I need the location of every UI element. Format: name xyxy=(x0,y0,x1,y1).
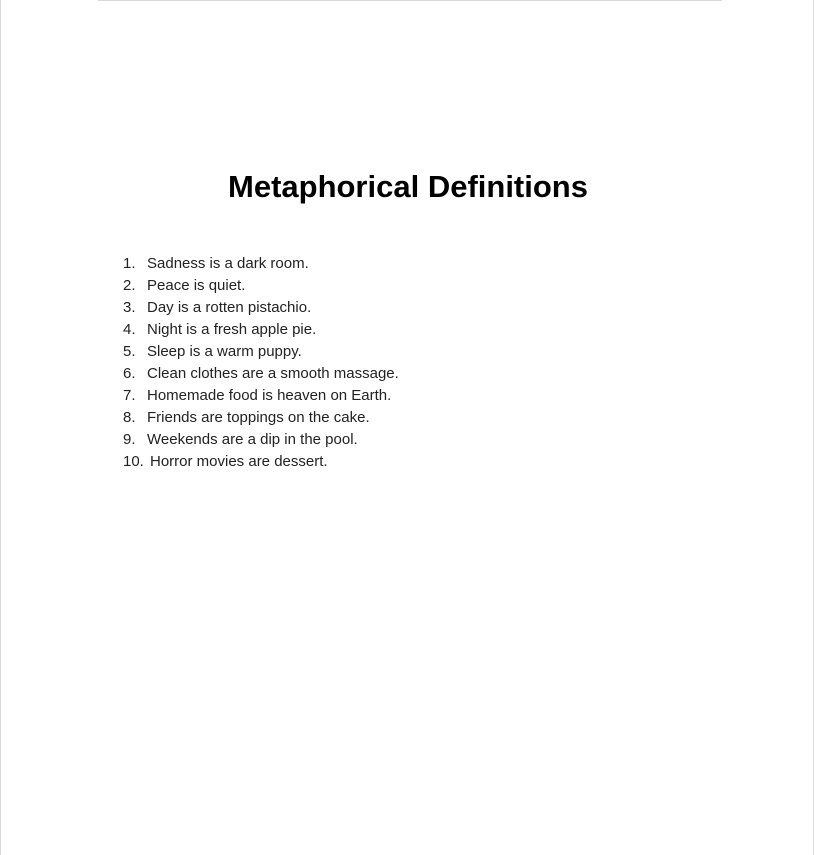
list-item-number: 9. xyxy=(123,431,136,448)
definitions-list xyxy=(123,253,399,473)
list-item xyxy=(123,385,399,407)
list-item xyxy=(123,319,399,341)
list-item xyxy=(123,275,399,297)
list-item xyxy=(123,341,399,363)
list-item-text: Night is a fresh apple pie. xyxy=(147,321,317,338)
list-item-text: Clean clothes are a smooth massage. xyxy=(147,365,399,382)
list-item-text: Sleep is a warm puppy. xyxy=(147,343,302,360)
list-item xyxy=(123,363,399,385)
list-item xyxy=(123,297,399,319)
list-item-number: 1. xyxy=(123,255,136,272)
list-item-text: Horror movies are dessert. xyxy=(150,453,328,470)
list-item-number: 4. xyxy=(123,321,136,338)
list-item-number: 6. xyxy=(123,365,136,382)
list-item-text: Peace is quiet. xyxy=(147,277,246,294)
list-item-text: Weekends are a dip in the pool. xyxy=(147,431,358,448)
list-item-text: Day is a rotten pistachio. xyxy=(147,299,312,316)
list-item-number: 8. xyxy=(123,409,136,426)
list-item-number: 2. xyxy=(123,277,136,294)
list-item xyxy=(123,429,399,451)
list-item-text: Friends are toppings on the cake. xyxy=(147,409,370,426)
page-top-edge xyxy=(98,0,722,1)
list-item-text: Homemade food is heaven on Earth. xyxy=(147,387,392,404)
list-item-number: 10. xyxy=(123,453,144,470)
list-item xyxy=(123,451,399,473)
list-item xyxy=(123,407,399,429)
list-item xyxy=(123,253,399,275)
list-item-number: 3. xyxy=(123,299,136,316)
list-item-number: 7. xyxy=(123,387,136,404)
list-item-text: Sadness is a dark room. xyxy=(147,255,309,272)
document-title: Metaphorical Definitions xyxy=(228,169,588,204)
list-item-number: 5. xyxy=(123,343,136,360)
